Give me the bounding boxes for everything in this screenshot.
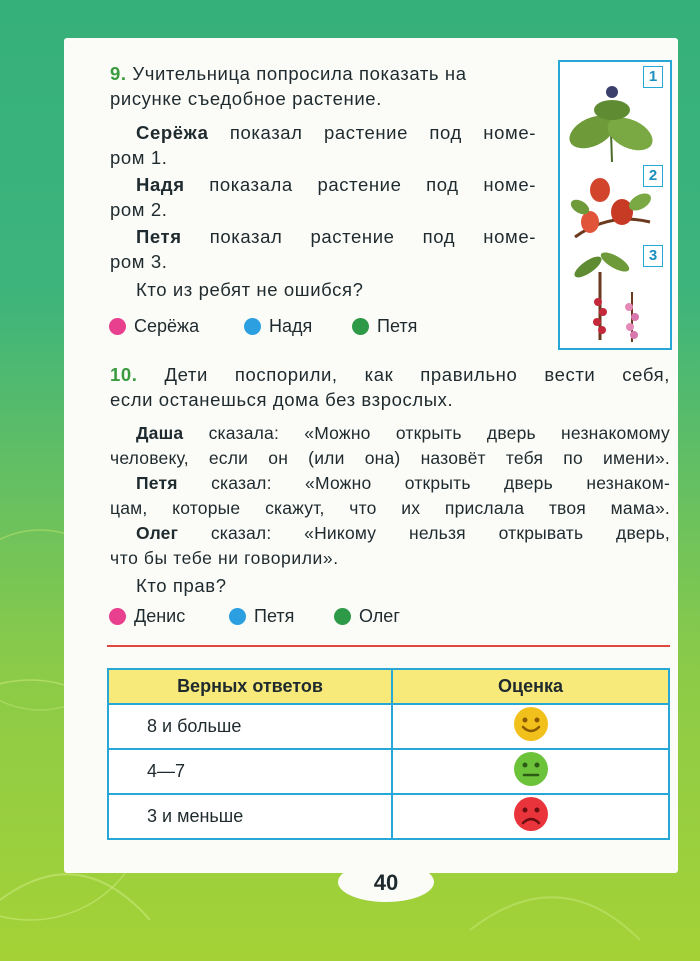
smiley-sad-icon [512, 795, 550, 833]
q9-answer-3-cont: ром 3. [110, 251, 168, 272]
q9-prompt-1: Учительница попросила показать на [132, 63, 467, 84]
q9-prompt-2: рисунке съедобное растение. [110, 88, 382, 109]
picture-number-3: 3 [643, 245, 663, 267]
col-header-answers: Верных ответов [108, 669, 392, 704]
picture-number-2: 2 [643, 165, 663, 187]
smiley-happy-icon [512, 705, 550, 743]
q9-answer-1-cont: ром 1. [110, 147, 168, 168]
q9-question: Кто из ребят не ошибся? [136, 279, 364, 300]
q10-question: Кто прав? [136, 575, 227, 596]
q10-statement-1-cont: человеку, если он (или она) назовёт тебя по имени». [110, 448, 670, 468]
pink-dot-icon [109, 608, 126, 625]
plant-pictures [558, 60, 672, 350]
plant-3-icon [571, 249, 639, 342]
q9-number: 9. [110, 63, 127, 84]
q9-answer-1: Серёжа показал растение под номе- [136, 122, 536, 143]
plant-2-icon [568, 178, 654, 237]
q10-prompt-2: если останешься дома без взрослых. [110, 389, 454, 410]
q10-line1: 10. Дети поспорили, как правильно вести себя, [110, 364, 670, 385]
range-cell: 4—7 [108, 749, 392, 794]
green-dot-icon [352, 318, 369, 335]
q10-statement-3-cont: что бы тебе ни говорили». [110, 548, 339, 568]
grade-cell [392, 704, 669, 749]
range-cell: 3 и меньше [108, 794, 392, 839]
q10-statement-2: Петя сказал: «Можно открыть дверь незнаком- [136, 473, 671, 493]
col-header-grade: Оценка [392, 669, 669, 704]
q9-option-3[interactable]: Петя [352, 316, 417, 337]
divider-line [107, 645, 670, 647]
blue-dot-icon [229, 608, 246, 625]
smiley-neutral-icon [512, 750, 550, 788]
q10-number: 10. [110, 364, 138, 385]
q9-answer-2-cont: ром 2. [110, 199, 168, 220]
range-cell: 8 и больше [108, 704, 392, 749]
q9-line1 [110, 61, 467, 86]
q10-statement-3: Олег сказал: «Никому нельзя открывать дверь, [136, 523, 670, 543]
q9-option-1[interactable]: Серёжа [109, 316, 199, 337]
green-dot-icon [334, 608, 351, 625]
grade-cell [392, 794, 669, 839]
q10-statement-1: Даша сказала: «Можно открыть дверь незнакомому [136, 423, 671, 443]
pink-dot-icon [109, 318, 126, 335]
plant-illustrations-icon [560, 62, 670, 348]
picture-number-1: 1 [643, 66, 663, 88]
table-row [108, 794, 669, 839]
page-number: 40 [338, 862, 434, 902]
plant-1-icon [564, 86, 657, 162]
q10-statement-2-cont: цам, которые скажут, что их прислала твоя мама». [110, 498, 670, 518]
table-header-row [108, 669, 669, 704]
table-row [108, 749, 669, 794]
q10-option-1[interactable]: Денис [109, 606, 185, 627]
table-row [108, 704, 669, 749]
q9-option-2[interactable]: Надя [244, 316, 312, 337]
blue-dot-icon [244, 318, 261, 335]
q10-option-2[interactable]: Петя [229, 606, 294, 627]
grade-cell [392, 749, 669, 794]
q10-option-3[interactable]: Олег [334, 606, 400, 627]
q9-answer-3: Петя показал растение под номе- [136, 226, 536, 247]
q9-answer-2: Надя показала растение под номе- [136, 174, 536, 195]
score-table [107, 668, 670, 840]
